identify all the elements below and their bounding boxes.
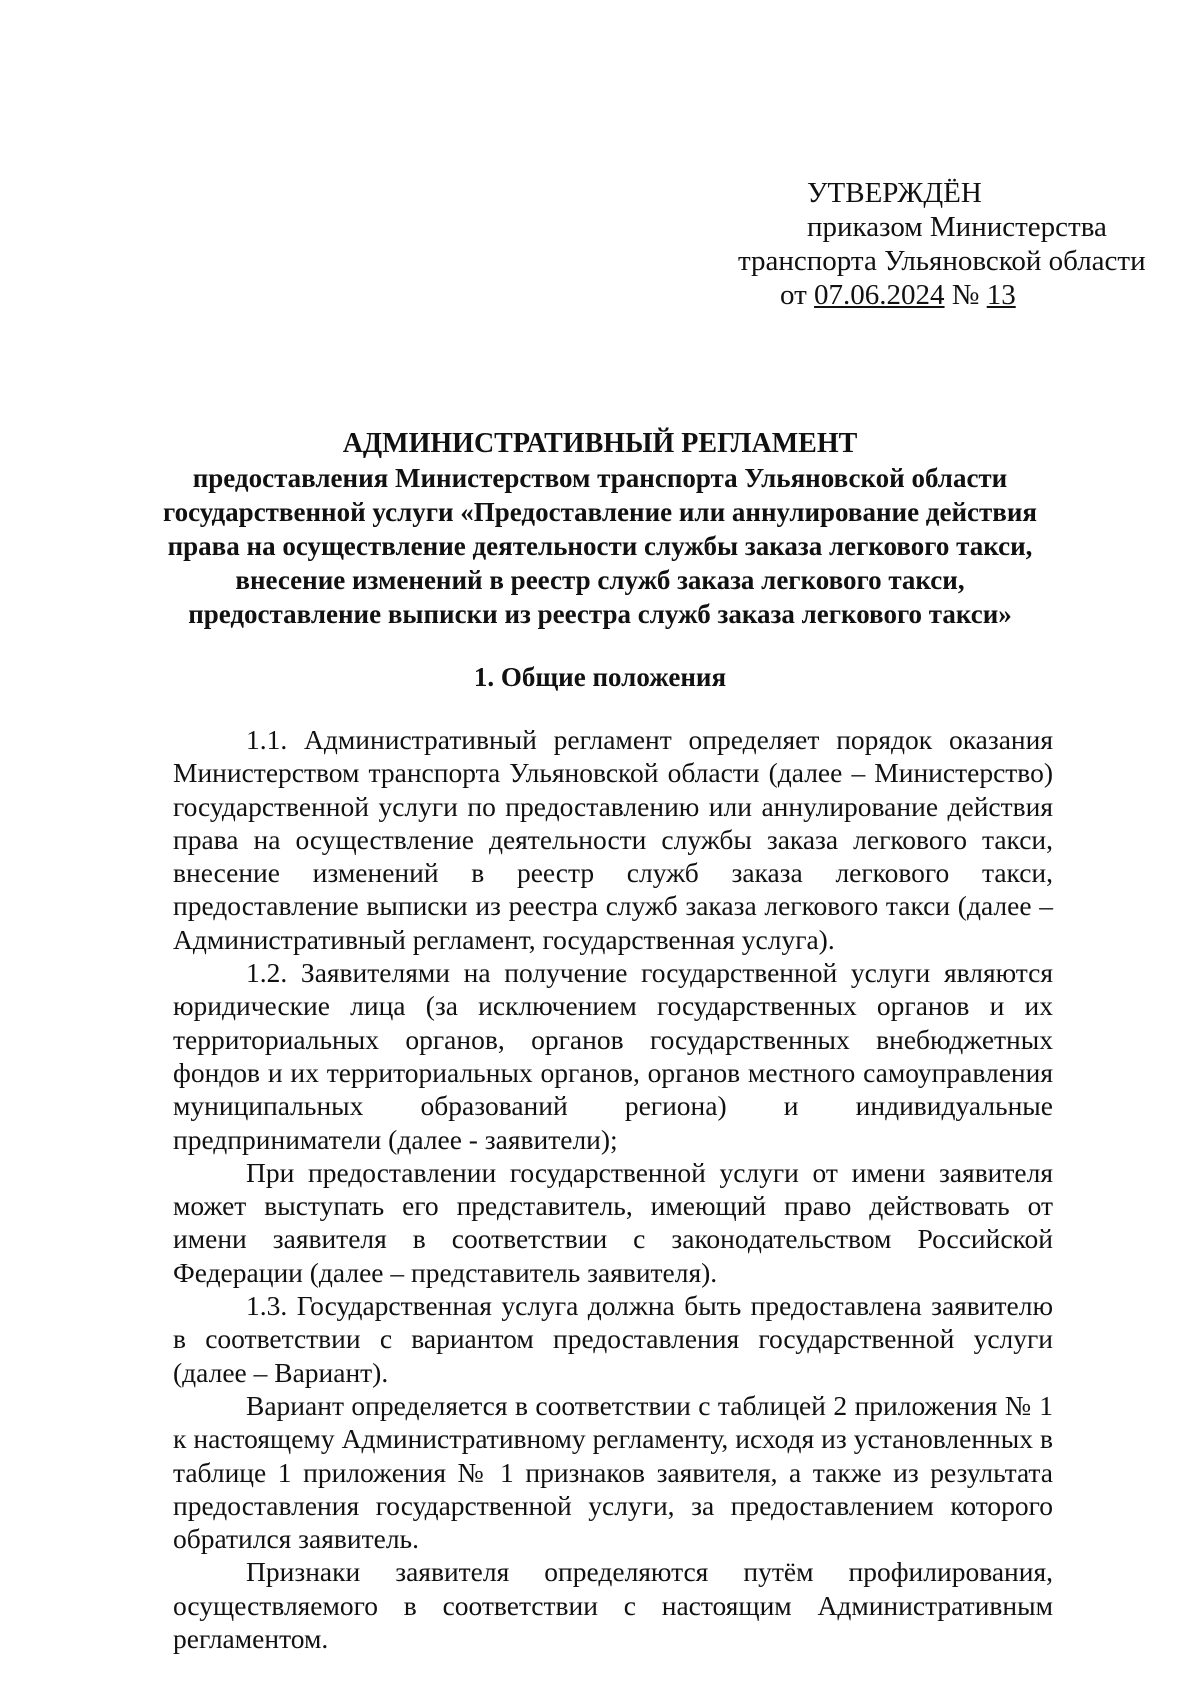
paragraph-1-3: 1.3. Государственная услуга должна быть предоставлена заявителю в соответствии с вариантом предоставления государственной услуги (далее – Вариант).: [173, 1290, 1053, 1388]
approval-number: 13: [986, 279, 1016, 311]
document-title: АДМИНИСТРАТИВНЫЙ РЕГЛАМЕНТ: [342, 428, 858, 459]
title-line-2: государственной услуги «Предоставление или аннулирование действия: [163, 497, 1037, 527]
approval-number-prefix: №: [944, 279, 987, 311]
approval-date-line: [720, 278, 1140, 312]
approval-date-prefix: от: [780, 279, 815, 311]
title-line-5: предоставление выписки из реестра служб заказа легкового такси»: [188, 599, 1012, 629]
paragraph-applicant-features: Признаки заявителя определяются путём профилирования, осуществляемого в соответствии с настоящим Административным регламентом.: [173, 1556, 1053, 1655]
section-heading: 1. Общие положения: [473, 662, 727, 692]
approval-order-line-2: транспорта Ульяновской области: [738, 245, 1146, 277]
title-line-4: внесение изменений в реестр служб заказа легкового такси,: [235, 565, 965, 595]
approval-date: 07.06.2024: [814, 279, 945, 311]
approval-block: [720, 176, 1146, 312]
title-line-3: права на осуществление деятельности службы заказа легкового такси,: [167, 531, 1033, 561]
paragraph-1-1: 1.1. Административный регламент определяет порядок оказания Министерством транспорта Ульяновской области (далее – Министерство) государственной услуги по предоставлению или аннулирование действия права на осуществление деятельности службы заказа легкового такси, внесение изменений в реестр служб заказа легкового такси, предоставление выписки из реестра служб заказа легкового такси (далее – Административный регламент, государственная услуга).: [173, 724, 1053, 955]
paragraph-variant: Вариант определяется в соответствии с таблицей 2 приложения № 1 к настоящему Административному регламенту, исходя из установленных в таблице 1 приложения № 1 признаков заявителя, а также из результата предоставления государственной услуги, за предоставлением которого обратился заявитель.: [173, 1389, 1053, 1555]
approval-order-line-1: приказом Министерства: [807, 211, 1107, 243]
title-line-1: предоставления Министерством транспорта Ульяновской области: [192, 463, 1008, 493]
approval-heading: УТВЕРЖДЁН: [807, 177, 982, 209]
document-body: [173, 723, 1053, 1655]
paragraph-representative: При предоставлении государственной услуги от имени заявителя может выступать его представитель, имеющий право действовать от имени заявителя в соответствии с законодательством Российской Федерации (далее – представитель заявителя).: [173, 1156, 1053, 1288]
document-title-block: [150, 427, 1050, 631]
paragraph-1-2: 1.2. Заявителями на получение государственной услуги являются юридические лица (за исключением государственных органов и их территориальных органов, органов государственных внебюджетных фондов и их территориальных органов, органов местного самоуправления муниципальных образований региона) и индивидуальные предприниматели (далее - заявители);: [173, 957, 1053, 1155]
